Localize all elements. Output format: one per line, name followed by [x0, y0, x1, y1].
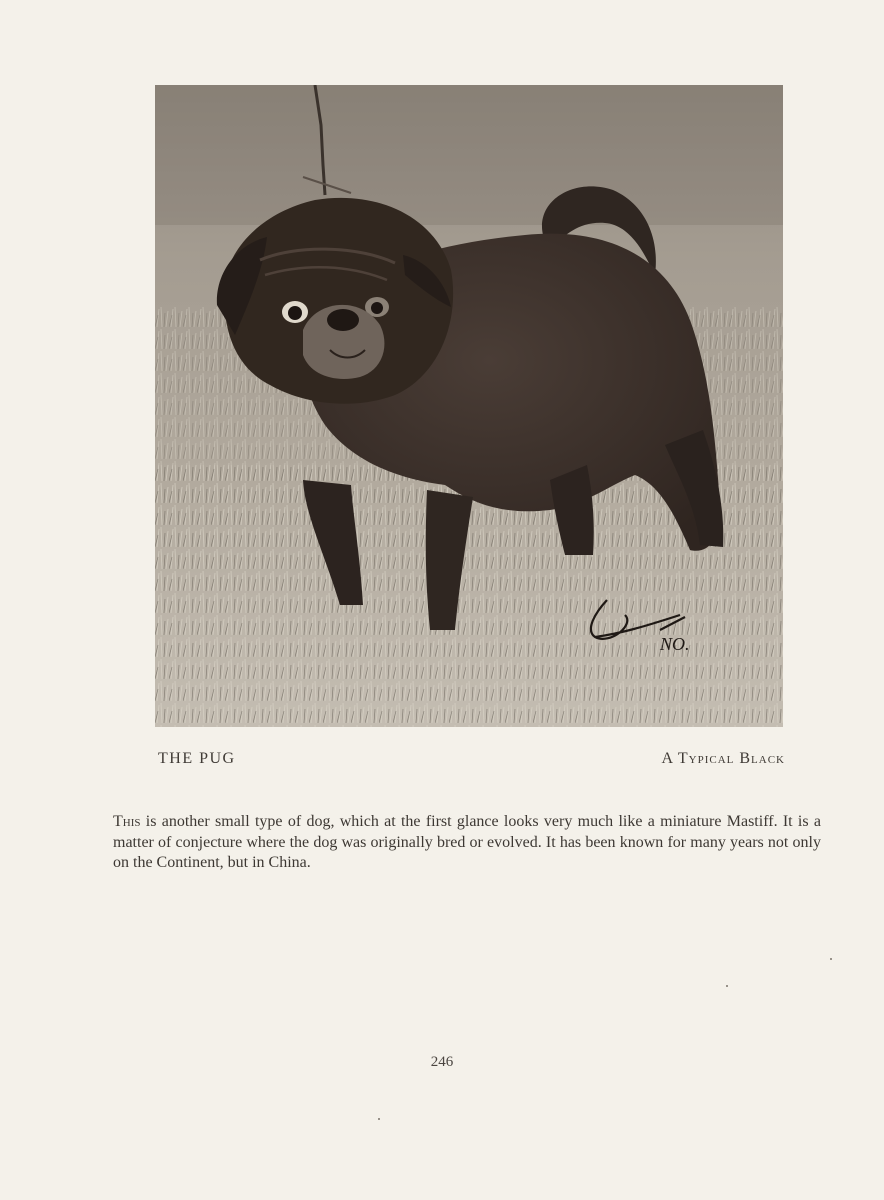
svg-text:NO.: NO.	[660, 634, 690, 654]
plate-caption-breed: THE PUG	[158, 750, 236, 767]
body-text-rest: is another small type of dog, which at the first glance looks very much like a miniature Mastiff. It is a matter of conjecture where the dog was originally bred or evolved. It has been known for many years not only on the Continent, but in China.	[113, 813, 821, 871]
body-lead-word: This	[113, 813, 141, 830]
page-number: 246	[430, 1054, 454, 1070]
body-paragraph	[113, 812, 821, 874]
paper-speck	[726, 985, 728, 987]
plate-caption-subtitle: A Typical Black	[661, 750, 785, 767]
pug-nose	[327, 309, 359, 331]
paper-speck	[378, 1118, 380, 1120]
paper-speck	[830, 958, 832, 960]
pug-photograph	[155, 85, 783, 727]
